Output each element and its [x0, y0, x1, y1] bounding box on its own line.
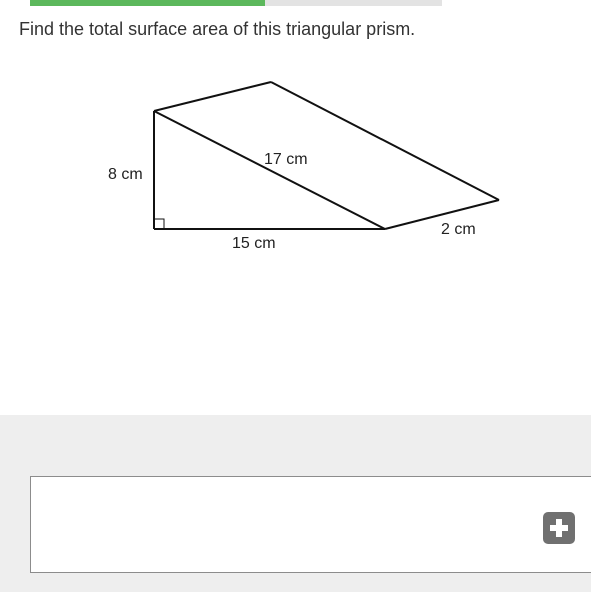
answer-input-box[interactable]: [30, 476, 591, 573]
question-text: Find the total surface area of this triangular prism.: [19, 19, 416, 39]
base-label: 15 cm: [232, 235, 276, 252]
length-label: 2 cm: [441, 221, 476, 238]
add-button[interactable]: [543, 512, 575, 544]
plus-icon: [543, 512, 575, 544]
prism-hypotenuse-edge: [154, 111, 385, 229]
prism-slope-back-edge: [271, 82, 499, 200]
hypotenuse-label: 17 cm: [264, 151, 308, 168]
height-label: 8 cm: [108, 166, 143, 183]
right-angle-marker: [154, 219, 164, 229]
prism-top-back-edge: [154, 82, 271, 111]
